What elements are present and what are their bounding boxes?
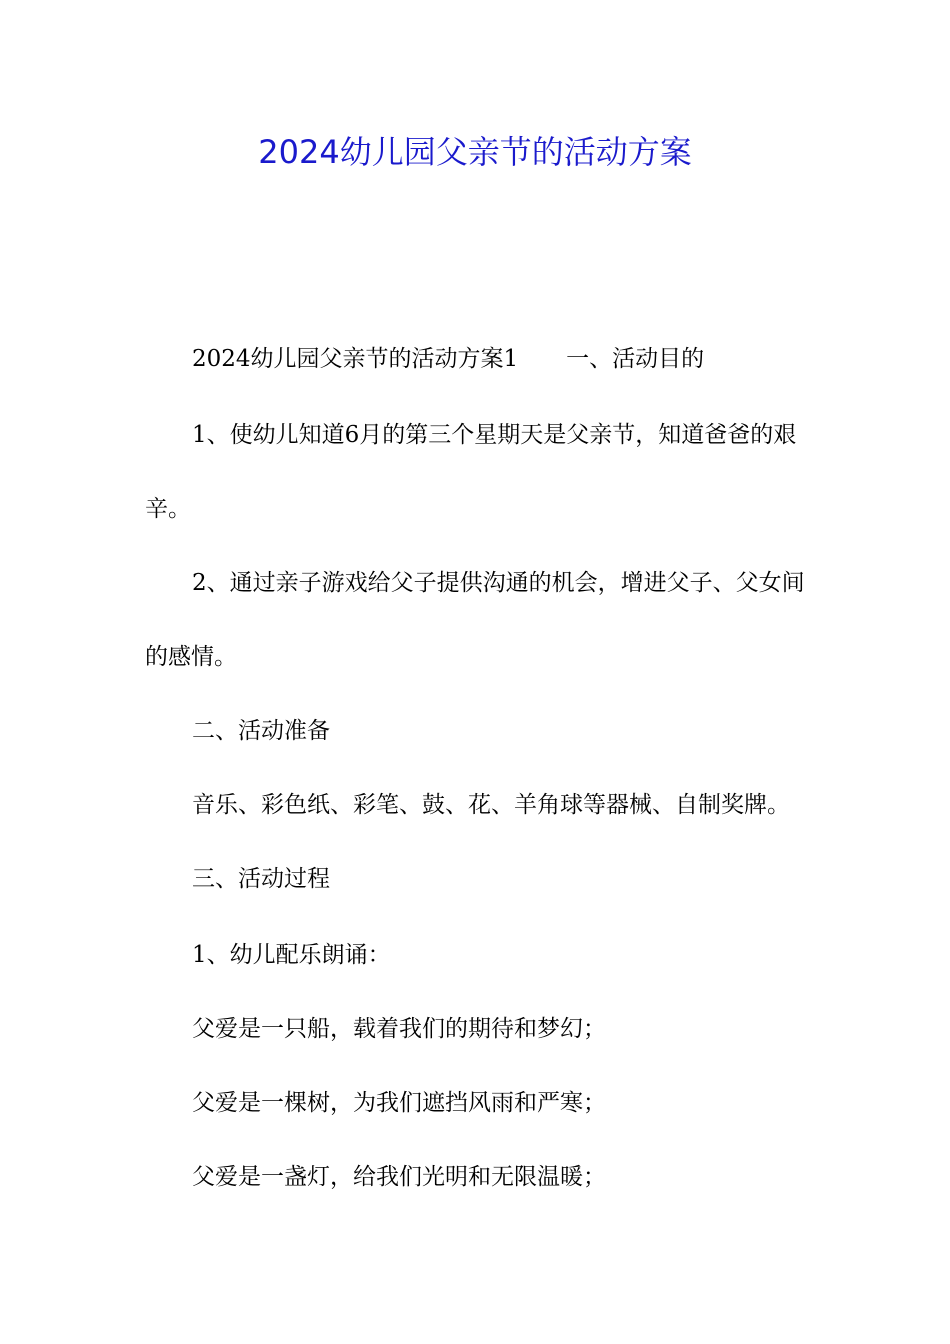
paragraph-materials: 音乐、彩色纸、彩笔、鼓、花、羊角球等器械、自制奖牌。 bbox=[192, 792, 790, 818]
paragraph-poem-line-2: 父爱是一棵树，为我们遮挡风雨和严寒； bbox=[192, 1090, 606, 1116]
paragraph-goal-1: 1、使幼儿知道6月的第三个星期天是父亲节，知道爸爸的艰辛。 bbox=[145, 422, 797, 522]
section-heading-preparation: 二、活动准备 bbox=[192, 718, 330, 744]
paragraph-step-1: 1、幼儿配乐朗诵： bbox=[192, 942, 391, 968]
paragraph-poem-line-3: 父爱是一盏灯，给我们光明和无限温暖； bbox=[192, 1164, 606, 1190]
paragraph-plan-heading bbox=[145, 322, 810, 396]
plan-subtitle: 2024幼儿园父亲节的活动方案1 bbox=[192, 346, 519, 372]
section-heading-goals: 一、活动目的 bbox=[566, 346, 705, 372]
document-title: 2024幼儿园父亲节的活动方案 bbox=[258, 133, 692, 171]
section-heading-process: 三、活动过程 bbox=[192, 866, 330, 892]
paragraph-poem-line-1: 父爱是一只船，载着我们的期待和梦幻； bbox=[192, 1016, 606, 1042]
paragraph-goal-2: 2、通过亲子游戏给父子提供沟通的机会，增进父子、父女间的感情。 bbox=[145, 570, 805, 670]
